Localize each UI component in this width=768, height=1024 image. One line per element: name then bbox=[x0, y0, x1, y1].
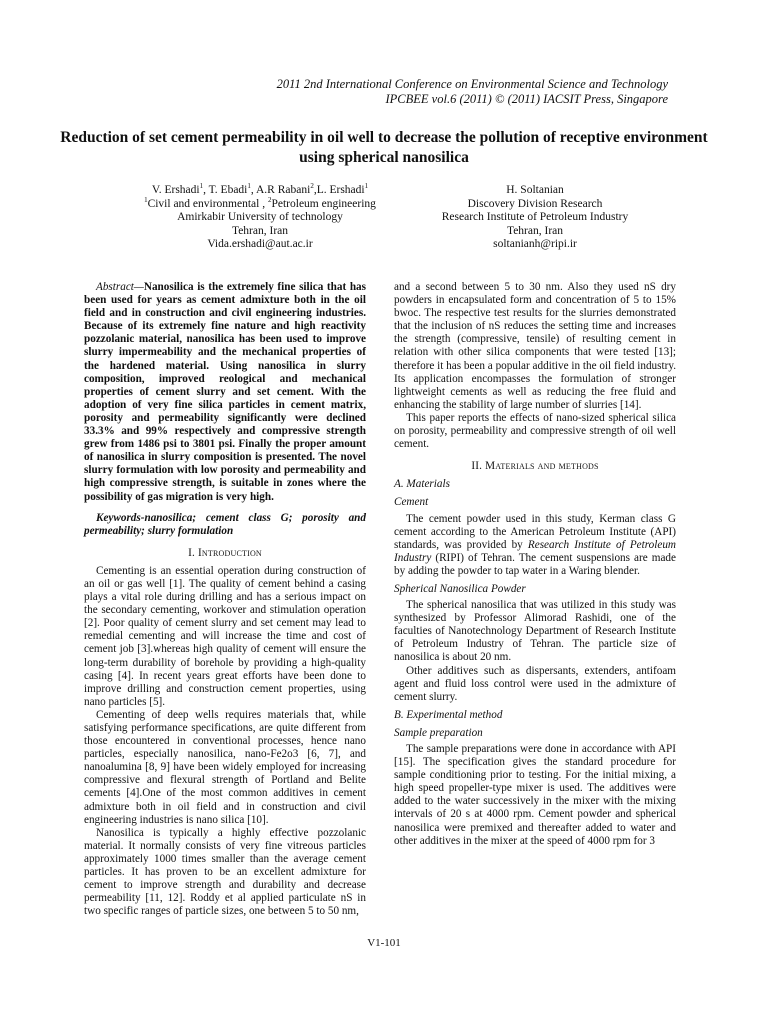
author-block-left bbox=[120, 184, 400, 252]
author-university: Amirkabir University of technology bbox=[177, 211, 343, 223]
sample-paragraph: The sample preparations were done in accordance with API [15]. The specification gives the standard procedure for sample conditioning prior to testing. For the initial mixing, a high speed propeller-type mixer is used. The additives were added to the water successively in the mixer with the mixing intervals of 20 s at 4000 rpm. Cement powder and spherical nanosilica were premixed and thereafter added to water and other additives in the mixer at the speed of 4000 rpm for 3 bbox=[394, 743, 676, 847]
intro-continued-paragraph: and a second between 5 to 30 nm. Also they used nS dry powders in encapsulated form and concentration of 5 to 15% bwoc. The respective test results for the slurries demonstrated that the inclusion of nS reduces the setting time and increases the strength (compressive, tensile) of resulting cement in relation with other silica components that were tested [13]; therefore it has been a popular additive in the oil field industry. Its application encompasses the formulation of stronger lightweight cements as well as reducing the free fluid and enhancing the stability of large number of slurries [14]. bbox=[394, 281, 676, 411]
left-column bbox=[84, 281, 366, 918]
section-heading-materials: II. Materials and methods bbox=[471, 460, 599, 473]
author-location: Tehran, Iran bbox=[231, 224, 289, 237]
abstract-text: Nanosilica is the extremely fine silica that has been used for years as cement admixture both in the oil field and in construction and civil engineering industries. Because of its extremely fine nature and high reactivity pozzolanic material, nanosilica has been used to improve slurry impermeability and the mechanical properties of the hardened material. Using nanosilica in slurry composition, improved reological and mechanical properties of cement slurry and set cement. With the adoption of very fine silica particles in cement matrix, porosity and permeability significantly were declined 33.3% and 99% respectively and compressive strength grew from 1486 psi to 3801 psi. Finally the proper amount of nanosilica in slurry composition is presented. The novel slurry formulation with low porosity and permeability and high compressive strength, is suitable in zones where the possibility of gas migration is very high. bbox=[84, 281, 366, 503]
subsubsection-sample-preparation: Sample preparation bbox=[394, 726, 483, 739]
author-names: V. Ershadi$^1$, T. Ebadi$^1$, A.R Rabani$^2$,L. Ershadi$^1$ bbox=[151, 182, 369, 196]
intro-paragraph-2: Cementing of deep wells requires materials that, while satisfying performance specifications, are quite different from those encountered in conventional processes, hence nano particles, especially nanosilica, nano-Fe2o3 [6, 7], and nanoalumina [8, 9] have been widely employed for increasing compressive and flexural strength of Portland and Belite cements [4].One of the most common additives in cement admixture both in oil field and in construction and civil engineering industries is nano silica [10]. bbox=[84, 708, 366, 826]
author-departments: $^1$Civil and environmental , $^2$Petroleum engineering bbox=[144, 195, 376, 210]
subsubsection-cement: Cement bbox=[394, 496, 429, 509]
section-heading-introduction: I. Introduction bbox=[188, 546, 262, 559]
intro-paragraph-1: Cementing is an essential operation during construction of an oil or gas well [1]. The quality of cement behind a casing plays a vital role during drilling and has a serious impact on the secondary cementing, workover and stimulation operation [2]. Poor quality of cement slurry and set cement may lead to remedial cementing and will increase the time and cost of cement job [3].whereas high quality of cement will ensure the long-term durability of borehole by providing a high-quality casing [4]. In recent years great efforts have been done to improve drilling and construction cement properties, using nano particles [5]. bbox=[84, 564, 366, 708]
author-block-right bbox=[420, 184, 650, 252]
report-paragraph: This paper reports the effects of nano-sized spherical silica on porosity, permeability and compressive strength of oil well cement. bbox=[394, 411, 676, 451]
conference-header bbox=[277, 77, 668, 107]
nanosilica-paragraph: The spherical nanosilica that was utilized in this study was synthesized by Professor Alimorad Rashidi, one of the faculties of Nanotechnology Department of Research Institute of Petroleum Industry of Tehran. The particle size of nanosilica is about 20 nm. bbox=[394, 599, 676, 664]
author-email: Vida.ershadi@aut.ac.ir bbox=[207, 238, 313, 250]
intro-paragraph-3: Nanosilica is typically a highly effective pozzolanic material. It normally consists of very fine vitreous particles approximately 1000 times smaller than the average cement particles. It has proven to be an excellent admixture for cement to improve strength and durability and decrease permeability [11, 12]. Roddy et al applied particulate nS in two specific ranges of particle sizes, one between 5 to 50 nm, bbox=[84, 826, 366, 918]
subsection-experimental-method: B. Experimental method bbox=[394, 708, 503, 721]
author-institute: Research Institute of Petroleum Industry bbox=[441, 211, 629, 223]
abstract-lead: Abstract— bbox=[96, 281, 144, 293]
right-column bbox=[394, 281, 676, 848]
author-location: Tehran, Iran bbox=[506, 224, 564, 237]
subsection-materials: A. Materials bbox=[394, 478, 450, 491]
conference-line-2: IPCBEE vol.6 (2011) © (2011) IACSIT Press, Singapore bbox=[385, 92, 668, 106]
author-name: H. Soltanian bbox=[506, 184, 564, 196]
paper-title: Reduction of set cement permeability in oil well to decrease the pollution of receptive environment using spherical nanosilica bbox=[60, 129, 708, 166]
abstract bbox=[84, 281, 366, 504]
cement-paragraph: The cement powder used in this study, Kerman class G cement according to the American Petroleum Institute (API) standards, was provided by Research Institute of Petroleum Industry (RIPI) of Tehran. The cement suspensions are made by adding the powder to tap water in a Waring blender. bbox=[394, 512, 677, 577]
keywords: Keywords-nanosilica; cement class G; porosity and permeability; slurry formulation bbox=[84, 511, 366, 537]
subsubsection-nanosilica: Spherical Nanosilica Powder bbox=[394, 582, 526, 595]
additives-paragraph: Other additives such as dispersants, extenders, antifoam agent and fluid loss control were used in the admixture of cement slurry. bbox=[394, 664, 676, 703]
author-division: Discovery Division Research bbox=[467, 197, 603, 210]
page-number: V1-101 bbox=[367, 937, 401, 949]
conference-line-1: 2011 2nd International Conference on Environmental Science and Technology bbox=[276, 77, 668, 91]
author-email: soltanianh@ripi.ir bbox=[493, 238, 577, 250]
